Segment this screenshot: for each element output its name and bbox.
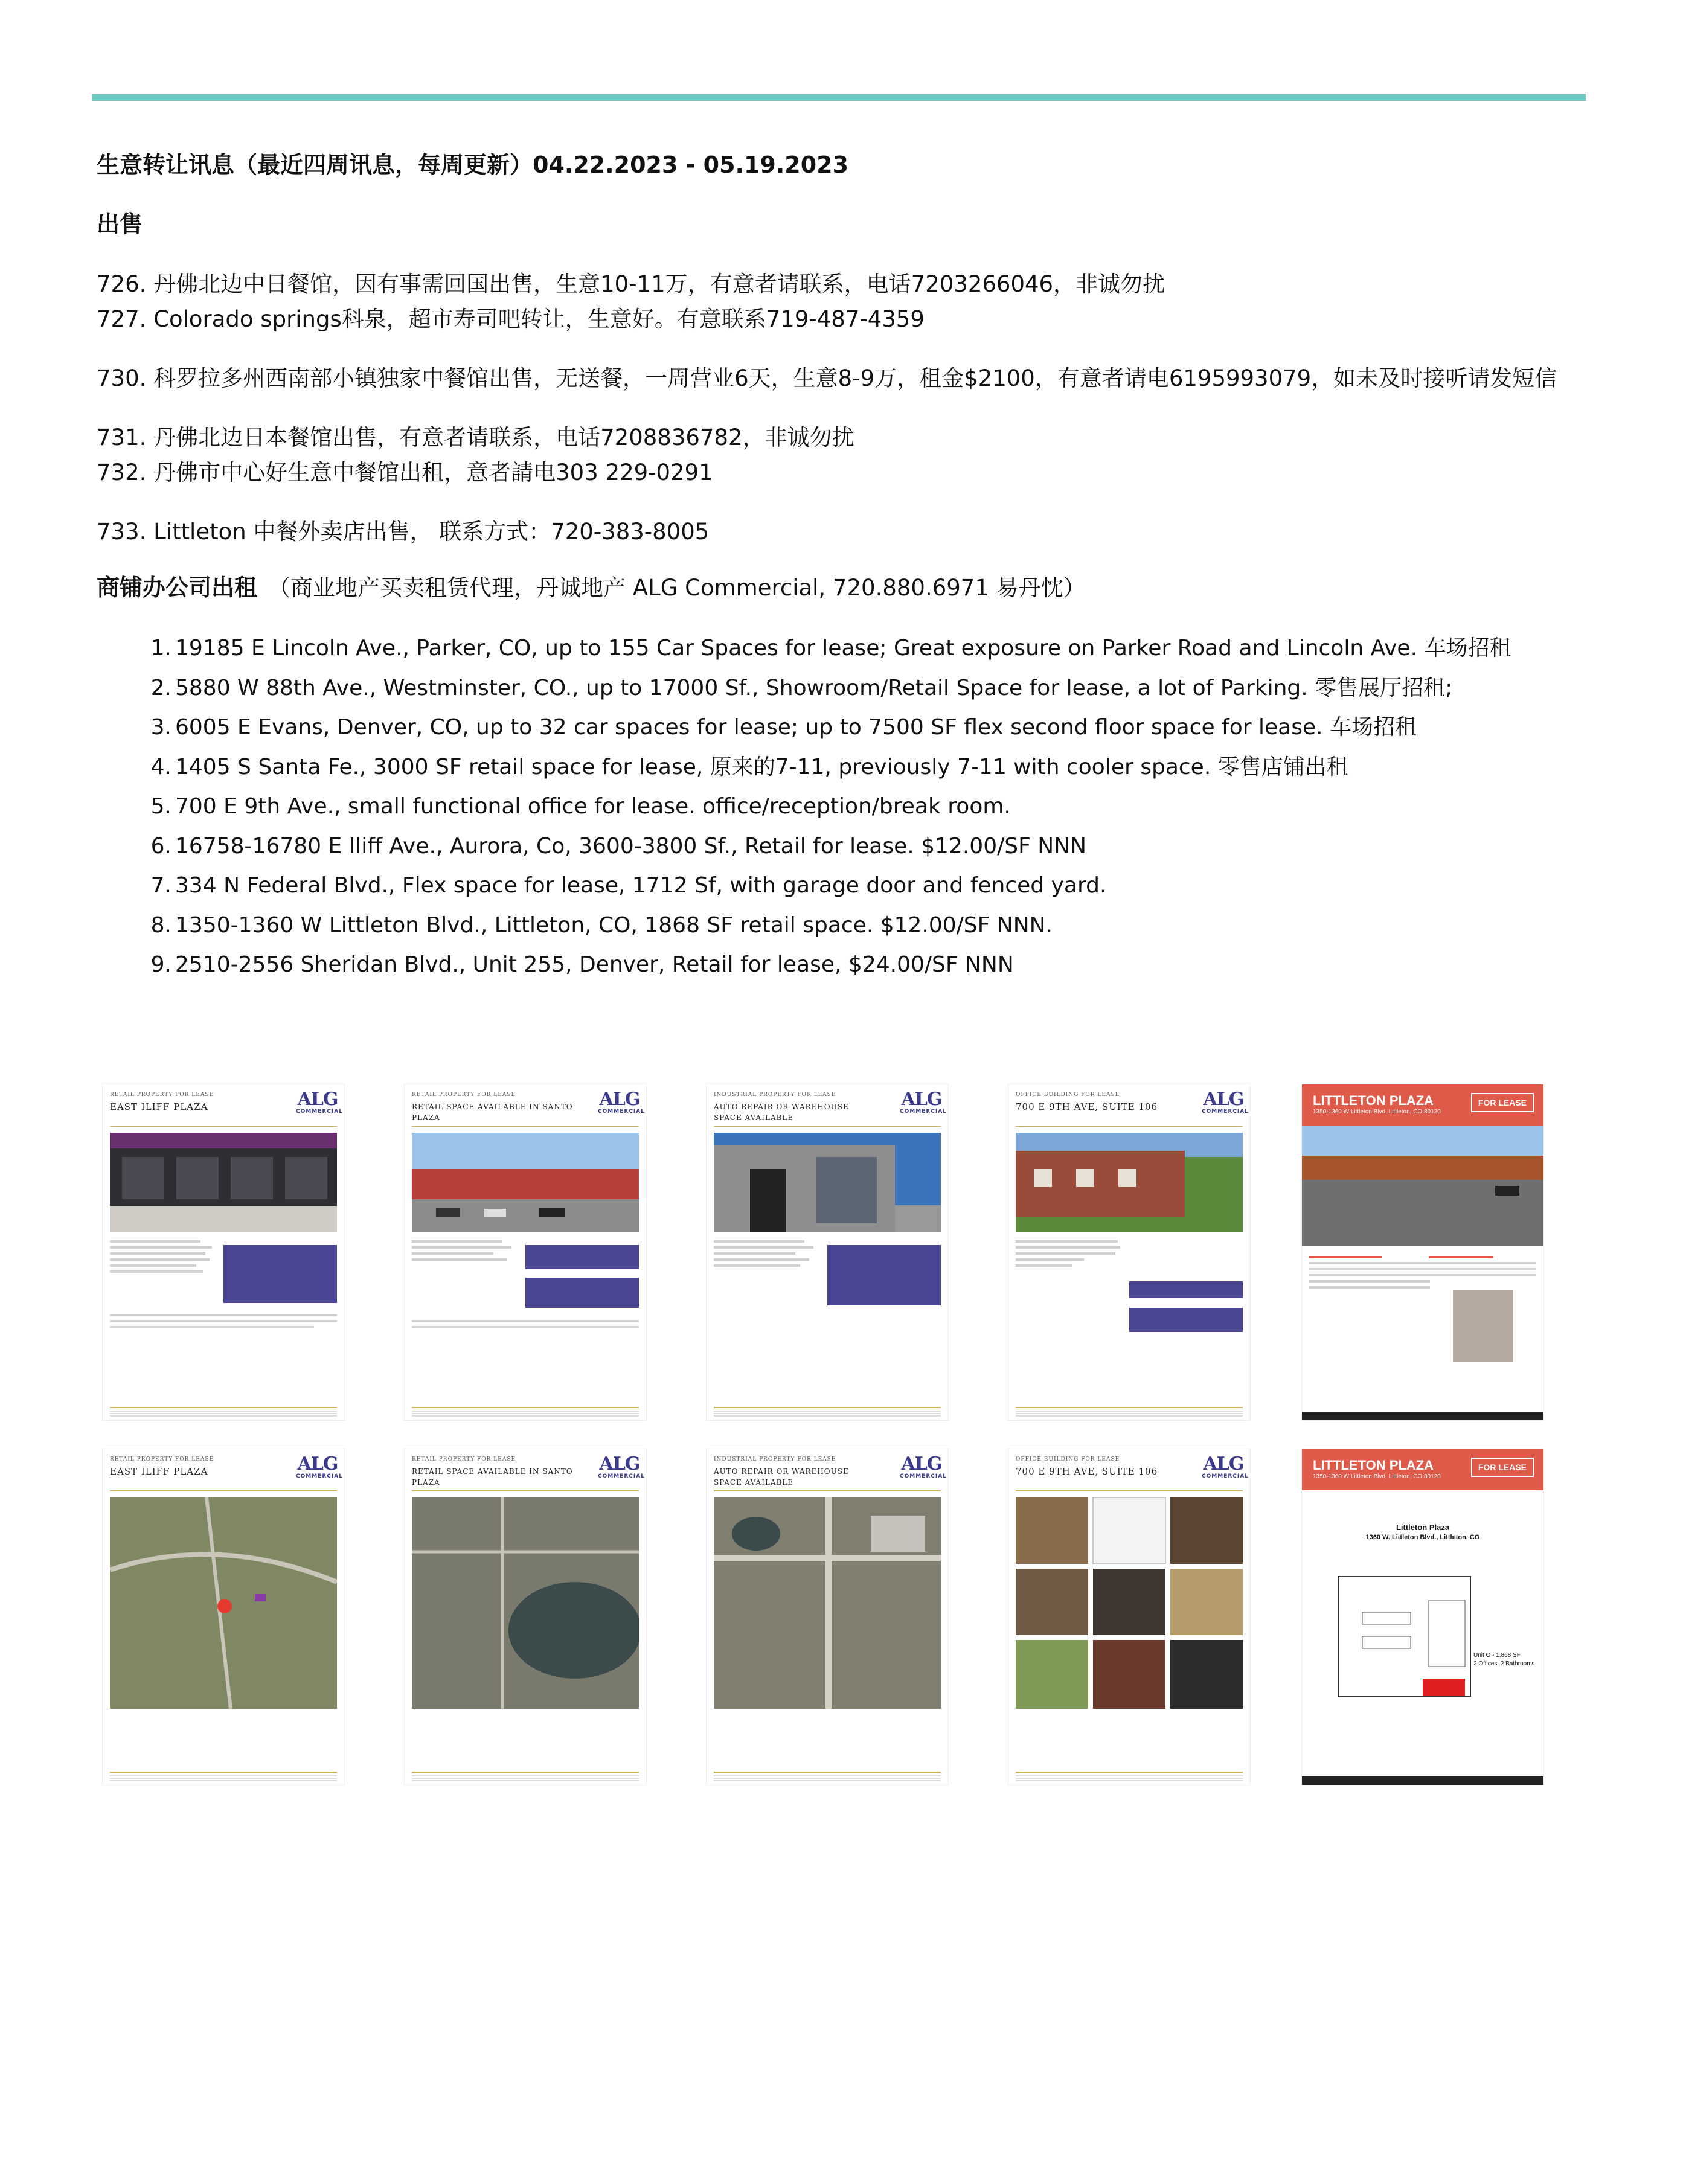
aerial-map [110,1497,337,1709]
sale-heading: 出售 [97,211,143,237]
sale-item: 730. 科罗拉多州西南部小镇独家中餐馆出售，无送餐，一周营业6天，生意8-9万，租金$2100，有意者请电6195993079，如未及时接听请发短信 [97,365,1557,391]
list-item [97,748,1570,787]
siteplan-title: Littleton Plaza [1396,1523,1450,1532]
list-number: 3. [150,715,171,740]
flyer-700-e-9th-ave-photos[interactable] [1008,1449,1250,1785]
flyer-littleton-plaza-siteplan[interactable] [1302,1449,1543,1785]
list-item [97,866,1570,906]
list-text: 19185 E Lincoln Ave., Parker, CO, up to 155 Car Spaces for lease; Great exposure on Parker Road and Lincoln Ave. 车场招租 [175,636,1511,661]
lease-note: （商业地产买卖租赁代理，丹诚地产 ALG Commercial, 720.880.6971 易丹忱） [268,575,1086,601]
sale-item: 727. Colorado springs科泉，超市寿司吧转让，生意好。有意联系719-487-4359 [97,306,925,332]
list-text: 334 N Federal Blvd., Flex space for lease, 1712 Sf, with garage door and fenced yard. [175,873,1107,898]
list-text: 1350-1360 W Littleton Blvd., Littleton, CO, 1868 SF retail space. $12.00/SF NNN. [175,912,1053,938]
sale-item: 731. 丹佛北边日本餐馆出售，有意者请联系，电话7208836782，非诚勿扰 [97,424,854,450]
aerial-map [714,1497,941,1709]
flyer-category: INDUSTRIAL PROPERTY FOR LEASE [714,1092,836,1098]
flyer-title: 700 E 9TH AVE, SUITE 106 [1016,1466,1158,1477]
flyer-east-iliff-plaza-map[interactable] [103,1449,344,1785]
shopping-center-photo [412,1133,639,1232]
warehouse-photo [714,1133,941,1232]
list-number: 5. [150,794,171,819]
storefront-photo [110,1133,337,1232]
aerial-map [412,1497,639,1709]
list-item [97,945,1570,985]
list-text: 5880 W 88th Ave., Westminster, CO., up to 17000 Sf., Showroom/Retail Space for lease, a lot of Parking. 零售展厅招租; [175,675,1453,700]
list-item [97,787,1570,827]
alg-logo: ALG COMMERCIAL [1202,1089,1249,1115]
flyer-title: LITTLETON PLAZA [1313,1458,1434,1473]
alg-logo: ALG COMMERCIAL [598,1453,645,1479]
office-building-photo [1016,1133,1243,1232]
sale-item: 733. Littleton 中餐外卖店出售， 联系方式：720-383-8005 [97,519,710,545]
flyer-title: LITTLETON PLAZA [1313,1093,1434,1108]
unit-label: Unit O - 1,868 SF [1473,1652,1521,1659]
lease-heading: 商铺办公司出租 [97,574,258,601]
flyer-title: AUTO REPAIR OR WAREHOUSE SPACE AVAILABLE [714,1467,849,1487]
list-text: 1405 S Santa Fe., 3000 SF retail space for lease, 原来的7-11, previously 7-11 with cooler space. 零售店铺出租 [175,754,1348,780]
alg-logo: ALG COMMERCIAL [598,1089,645,1115]
list-item [97,827,1570,866]
page-title: 生意转让讯息（最近四周讯息，每周更新）04.22.2023 - 05.19.2023 [97,152,849,178]
list-text: 2510-2556 Sheridan Blvd., Unit 255, Denver, Retail for lease, $24.00/SF NNN [175,952,1014,977]
list-number: 1. [150,636,171,661]
parking-lot-photo [1302,1126,1543,1246]
list-number: 4. [150,754,171,780]
document-body [97,149,1570,985]
flyer-littleton-plaza[interactable] [1302,1084,1543,1420]
divider [110,1126,337,1127]
flyer-title: EAST ILIFF PLAZA [110,1101,208,1112]
siteplan-address: 1360 W. Littleton Blvd., Littleton, CO [1365,1534,1480,1541]
sale-item: 726. 丹佛北边中日餐馆，因有事需回国出售，生意10-11万，有意者请联系，电话7203266046，非诚勿扰 [97,271,1165,297]
list-text: 700 E 9th Ave., small functional office for lease. office/reception/break room. [175,794,1011,819]
list-item [97,668,1570,708]
flyer-header [1302,1084,1543,1126]
site-plan [1338,1576,1471,1697]
alg-logo: ALG COMMERCIAL [900,1453,947,1479]
list-text: 16758-16780 E Iliff Ave., Aurora, Co, 3600-3800 Sf., Retail for lease. $12.00/SF NNN [175,833,1087,859]
sale-item: 732. 丹佛市中心好生意中餐馆出租，意者請电303 229-0291 [97,460,713,485]
list-number: 6. [150,833,171,859]
flyer-auto-repair-map[interactable] [707,1449,948,1785]
flyer-address: 1350-1360 W Littleton Blvd, Littleton, CO 80120 [1313,1109,1441,1115]
for-lease-badge: FOR LEASE [1471,1093,1534,1112]
lease-heading-line [97,570,1570,606]
flyer-category: OFFICE BUILDING FOR LEASE [1016,1456,1120,1462]
top-accent-bar [92,94,1586,101]
sign-photo [1453,1290,1513,1362]
interior-photo-grid [1016,1497,1243,1709]
flyer-santo-plaza-map[interactable] [405,1449,646,1785]
flyer-title: RETAIL SPACE AVAILABLE IN SANTO PLAZA [412,1467,573,1487]
flyer-title: 700 E 9TH AVE, SUITE 106 [1016,1101,1158,1112]
flyer-title: AUTO REPAIR OR WAREHOUSE SPACE AVAILABLE [714,1103,849,1122]
unit-detail: 2 Offices, 2 Bathrooms [1473,1660,1535,1667]
list-item [97,708,1570,748]
flyer-category: RETAIL PROPERTY FOR LEASE [110,1456,214,1462]
list-number: 2. [150,675,171,700]
flyer-category: RETAIL PROPERTY FOR LEASE [412,1092,516,1098]
list-item [97,629,1570,668]
for-lease-badge: FOR LEASE [1471,1458,1534,1477]
list-item [97,906,1570,946]
flyer-category: RETAIL PROPERTY FOR LEASE [110,1092,214,1098]
alg-logo: ALG COMMERCIAL [296,1089,343,1115]
list-number: 7. [150,873,171,898]
alg-logo: ALG COMMERCIAL [900,1089,947,1115]
flyer-address: 1350-1360 W Littleton Blvd, Littleton, CO 80120 [1313,1473,1441,1480]
list-number: 8. [150,912,171,938]
flyer-auto-repair[interactable] [707,1084,948,1420]
alg-logo: ALG COMMERCIAL [296,1453,343,1479]
alg-logo: ALG COMMERCIAL [1202,1453,1249,1479]
flyer-header [1302,1449,1543,1490]
flyer-east-iliff-plaza[interactable] [103,1084,344,1420]
list-number: 9. [150,952,171,977]
lease-list [97,629,1570,985]
flyer-category: RETAIL PROPERTY FOR LEASE [412,1456,516,1462]
flyer-title: RETAIL SPACE AVAILABLE IN SANTO PLAZA [412,1103,573,1122]
flyer-santo-plaza[interactable] [405,1084,646,1420]
flyer-700-e-9th-ave[interactable] [1008,1084,1250,1420]
flyer-category: INDUSTRIAL PROPERTY FOR LEASE [714,1456,836,1462]
list-text: 6005 E Evans, Denver, CO, up to 32 car spaces for lease; up to 7500 SF flex second floor space for lease. 车场招租 [175,715,1417,740]
flyer-category: OFFICE BUILDING FOR LEASE [1016,1092,1120,1098]
flyer-title: EAST ILIFF PLAZA [110,1466,208,1477]
